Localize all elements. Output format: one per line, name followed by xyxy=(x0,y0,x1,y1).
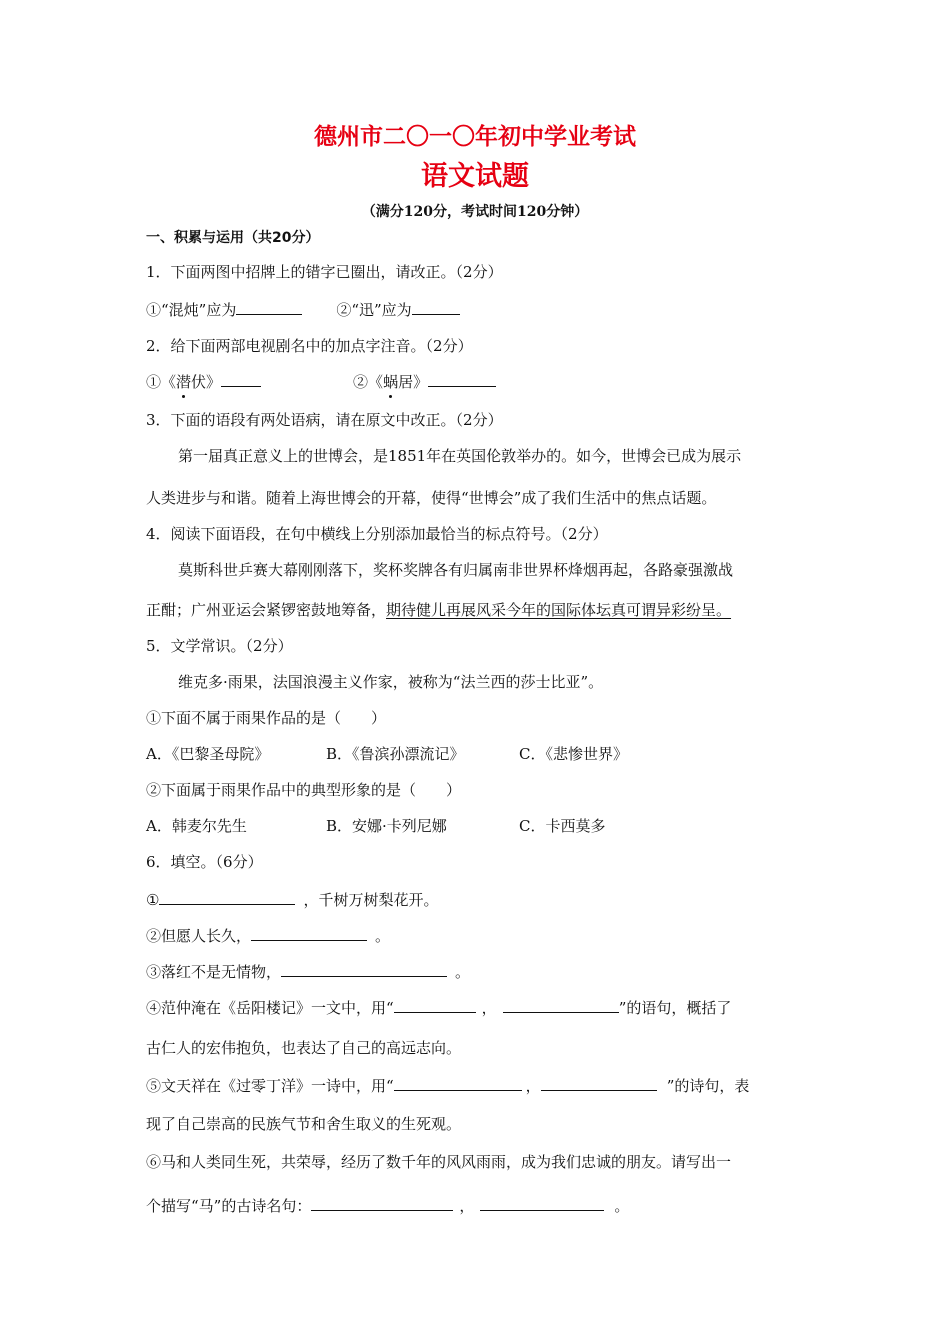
section-heading: 一、积累与运用（共20分） xyxy=(146,230,320,246)
q6-item5-comma: ， xyxy=(525,1077,541,1095)
q5-sub2-option-b[interactable]: B．安娜·卡列尼娜 xyxy=(326,817,447,835)
q4-line2-plain: 正酣；广州亚运会紧锣密鼓地筹备， xyxy=(146,601,387,619)
q3-paragraph-line1: 第一届真正意义上的世博会，是1851年在英国伦敦举办的。如今，世博会已成为展示 xyxy=(178,447,742,465)
exam-note: （满分120分，考试时间120分钟） xyxy=(361,204,589,220)
q2-a-close: 伏》 xyxy=(191,373,222,391)
q6-item1 xyxy=(146,888,438,910)
q6-item2-end: 。 xyxy=(375,927,391,945)
q5-sub1: ①下面不属于雨果作品的是（ ） xyxy=(146,709,387,727)
q5-sub2: ②下面属于雨果作品中的典型形象的是（ ） xyxy=(146,781,462,799)
q6-item3 xyxy=(146,960,470,982)
q2-a-dotted-char: 潜 xyxy=(176,373,192,391)
q5-sub1-option-a[interactable]: A．《巴黎圣母院》 xyxy=(146,745,270,763)
q2-b-close: 居》 xyxy=(398,373,429,391)
q5-stem: 5．文学常识。（2分） xyxy=(146,637,293,655)
exam-subtitle: 语文试题 xyxy=(421,161,529,192)
q1-b-label: ②“迅”应为 xyxy=(336,301,412,319)
q1-a-blank[interactable] xyxy=(236,298,302,315)
q6-item4 xyxy=(146,996,731,1018)
q6-item5 xyxy=(146,1074,749,1096)
q2-b-open: ②《 xyxy=(353,373,384,391)
q6-item6-line1: ⑥马和人类同生死，共荣辱，经历了数千年的风风雨雨，成为我们忠诚的朋友。请写出一 xyxy=(146,1153,732,1171)
q6-item3-blank[interactable] xyxy=(281,960,447,977)
q6-item6-blank2[interactable] xyxy=(480,1194,604,1211)
q6-item2 xyxy=(146,924,390,946)
q6-item4-blank1[interactable] xyxy=(394,996,476,1013)
q6-item2-blank[interactable] xyxy=(251,924,367,941)
q6-item6-blank1[interactable] xyxy=(311,1194,453,1211)
q4-line2-underlined: 期待健儿再展风采今年的国际体坛真可谓异彩纷呈。 xyxy=(386,601,732,619)
q6-item5-blank1[interactable] xyxy=(394,1074,522,1091)
q6-item5-line2: 现了自己崇高的民族气节和舍生取义的生死观。 xyxy=(146,1115,462,1133)
q6-item4-blank2[interactable] xyxy=(503,996,619,1013)
q4-paragraph-line1: 莫斯科世乒赛大幕刚刚落下，奖杯奖牌各有归属南非世界杯烽烟再起，各路豪强激战 xyxy=(178,561,734,579)
q6-item4-tail: ”的语句，概括了 xyxy=(618,999,732,1017)
q1-a-label: ①“混炖”应为 xyxy=(146,301,237,319)
q3-paragraph-line2: 人类进步与和谐。随着上海世博会的开幕，使得“世博会”成了我们生活中的焦点话题。 xyxy=(146,489,717,507)
q2-b-dotted-char: 蜗 xyxy=(383,373,399,391)
q1-b-blank[interactable] xyxy=(412,298,460,315)
q6-item4-line2: 古仁人的宏伟抱负，也表达了自己的高远志向。 xyxy=(146,1039,462,1057)
q6-item3-text: ③落红不是无情物， xyxy=(146,963,282,981)
q5-sub2-option-a[interactable]: A．韩麦尔先生 xyxy=(146,817,247,835)
q6-item5-text: ⑤文天祥在《过零丁洋》一诗中，用“ xyxy=(146,1077,394,1095)
q2-a-blank[interactable] xyxy=(221,370,261,387)
q6-item6-comma: ， xyxy=(459,1197,475,1215)
q6-item3-end: 。 xyxy=(455,963,471,981)
q4-stem: 4．阅读下面语段，在句中横线上分别添加最恰当的标点符号。（2分） xyxy=(146,525,608,543)
q6-item4-text: ④范仲淹在《岳阳楼记》一文中，用“ xyxy=(146,999,394,1017)
q2-a-open: ①《 xyxy=(146,373,177,391)
q5-sub2-options xyxy=(146,816,605,836)
q1-answers xyxy=(146,298,460,320)
q6-item6-end: 。 xyxy=(614,1197,630,1215)
q6-item5-tail: ”的诗句，表 xyxy=(666,1077,750,1095)
q6-item5-blank2[interactable] xyxy=(541,1074,657,1091)
q5-sub1-options xyxy=(146,744,628,764)
q6-item1-num: ① xyxy=(146,891,160,909)
q2-stem: 2．给下面两部电视剧名中的加点字注音。（2分） xyxy=(146,337,473,355)
q6-item6-line2 xyxy=(146,1194,629,1216)
q6-stem: 6．填空。（6分） xyxy=(146,853,263,871)
q1-stem: 1．下面两图中招牌上的错字已圈出，请改正。（2分） xyxy=(146,263,503,281)
q5-sub1-option-c[interactable]: C．《悲惨世界》 xyxy=(519,745,628,763)
q4-paragraph-line2 xyxy=(146,600,731,620)
q6-item1-text: ，千树万树梨花开。 xyxy=(303,891,439,909)
q5-sub1-option-b[interactable]: B．《鲁滨孙漂流记》 xyxy=(326,745,465,763)
q2-answers xyxy=(146,370,496,392)
q2-b-blank[interactable] xyxy=(428,370,496,387)
exam-title: 德州市二〇一〇年初中学业考试 xyxy=(314,124,636,150)
q5-sub2-option-c[interactable]: C．卡西莫多 xyxy=(519,817,606,835)
q6-item4-comma: ， xyxy=(481,999,497,1017)
q6-item6-text: 个描写“马”的古诗名句： xyxy=(146,1197,312,1215)
q6-item1-blank[interactable] xyxy=(159,888,295,905)
q3-stem: 3．下面的语段有两处语病，请在原文中改正。（2分） xyxy=(146,411,503,429)
q5-intro: 维克多·雨果，法国浪漫主义作家，被称为“法兰西的莎士比亚”。 xyxy=(178,673,604,691)
q6-item2-text: ②但愿人长久， xyxy=(146,927,252,945)
